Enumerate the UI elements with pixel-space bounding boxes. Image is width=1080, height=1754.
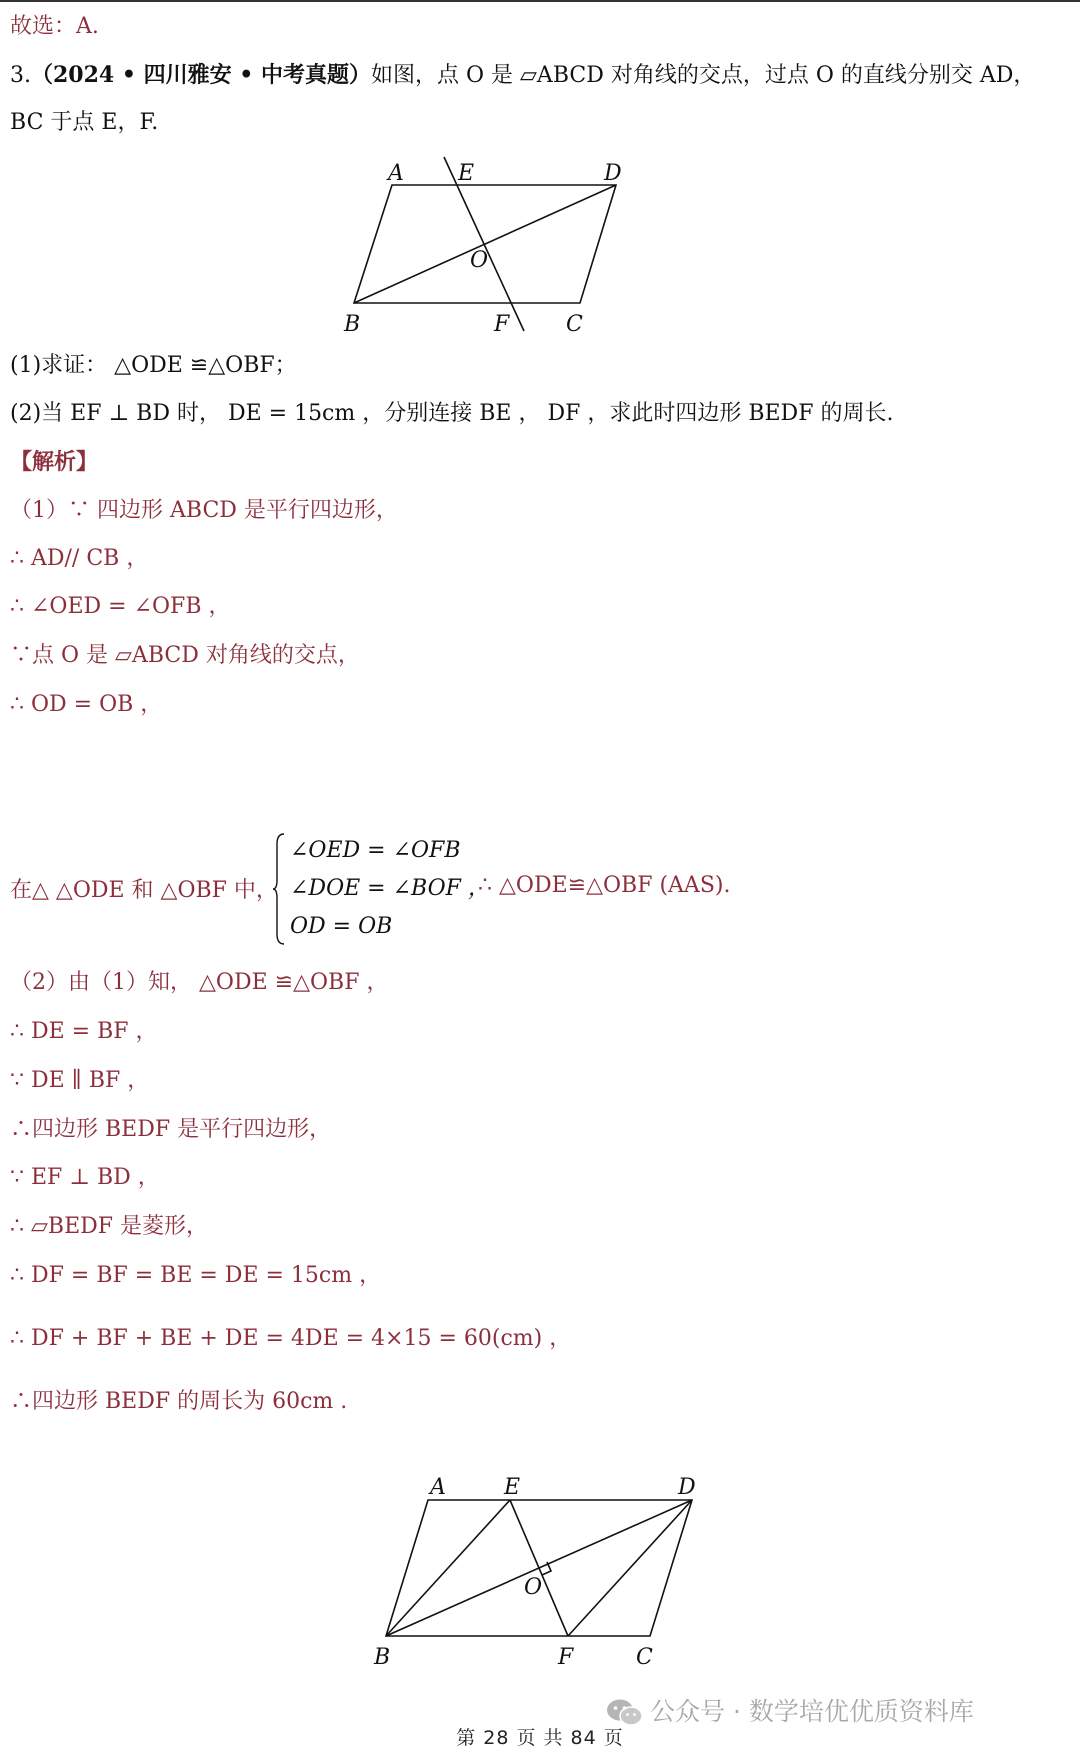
problem-heading	[10, 60, 1035, 91]
label-f: F	[494, 312, 510, 337]
solution-line: ∵ EF ⊥ BD ，	[10, 1165, 160, 1190]
label-b: B	[344, 312, 361, 337]
left-brace	[272, 832, 286, 946]
label-c: C	[636, 1645, 653, 1670]
label-e: E	[458, 161, 475, 186]
solution-line: （2）由（1）知， △ODE ≌△OBF ，	[10, 970, 389, 995]
label-c: C	[566, 312, 583, 337]
solution-line: ∴ ∠OED = ∠OFB ，	[10, 594, 231, 619]
solution-line: ∴四边形 BEDF 的周长为 60cm .	[10, 1389, 348, 1414]
solution-line: ∴ ▱BEDF 是菱形，	[10, 1214, 209, 1239]
segment-be	[386, 1500, 510, 1636]
figure-rhombus	[370, 1468, 730, 1682]
problem-number: 3.	[10, 63, 31, 88]
answer-line: 故选：A.	[10, 14, 99, 39]
system-cases	[290, 832, 490, 946]
question-part1: (1)求证： △ODE ≌△OBF；	[10, 353, 297, 378]
problem-stem-line2: BC 于点 E，F.	[10, 110, 159, 135]
figure-parallelogram	[340, 150, 700, 354]
segment-ef	[510, 1500, 568, 1636]
watermark-text: 公众号 · 数学培优优质资料库	[650, 1697, 974, 1726]
question-part2: (2)当 EF ⊥ BD 时， DE = 15cm ，分别连接 BE ， DF ，求此时四边形 BEDF 的周长.	[10, 401, 894, 426]
solution-line: ∴ DF + BF + BE + DE = 4DE = 4×15 = 60(cm) ，	[10, 1326, 572, 1351]
solution-line: ∴ AD// CB ，	[10, 546, 149, 571]
solution-line: ∵ DE ∥ BF ，	[10, 1068, 150, 1093]
problem-source: （2024 • 四川雅安 • 中考真题）	[31, 62, 371, 88]
label-o: O	[470, 248, 489, 273]
label-a: A	[430, 1475, 446, 1500]
system-conclusion: ∴ △ODE≌△OBF (AAS).	[478, 873, 731, 898]
diagonal-bd	[354, 185, 616, 303]
case-line: ∠DOE = ∠BOF ，	[290, 876, 490, 901]
solution-line: ∵点 O 是 ▱ABCD 对角线的交点，	[10, 643, 360, 668]
solution-line: ∴ OD = OB ，	[10, 692, 163, 717]
label-o: O	[524, 1575, 543, 1600]
solution-line: ∴ DF = BF = BE = DE = 15cm ，	[10, 1263, 382, 1288]
solution-line: ∴ DE = BF ，	[10, 1019, 158, 1044]
line-ef	[444, 157, 524, 331]
label-a: A	[388, 161, 404, 186]
label-f: F	[558, 1645, 574, 1670]
case-line: OD = OB	[290, 914, 393, 939]
label-d: D	[678, 1475, 696, 1500]
page-number: 第 28 页 共 84 页	[456, 1727, 624, 1749]
case-line: ∠OED = ∠OFB	[290, 838, 461, 863]
system-prefix: 在△ △ODE 和 △OBF 中，	[10, 878, 278, 903]
problem-stem-line1: 如图，点 O 是 ▱ABCD 对角线的交点，过点 O 的直线分别交 AD，	[371, 63, 1036, 88]
label-b: B	[374, 1645, 391, 1670]
solution-header: 【解析】	[10, 449, 99, 475]
segment-df	[568, 1500, 692, 1636]
label-e: E	[504, 1475, 521, 1500]
solution-line: ∴四边形 BEDF 是平行四边形，	[10, 1117, 332, 1142]
label-d: D	[604, 161, 622, 186]
top-rule	[0, 0, 1080, 2]
solution-line: （1）∵ 四边形 ABCD 是平行四边形，	[10, 498, 398, 523]
